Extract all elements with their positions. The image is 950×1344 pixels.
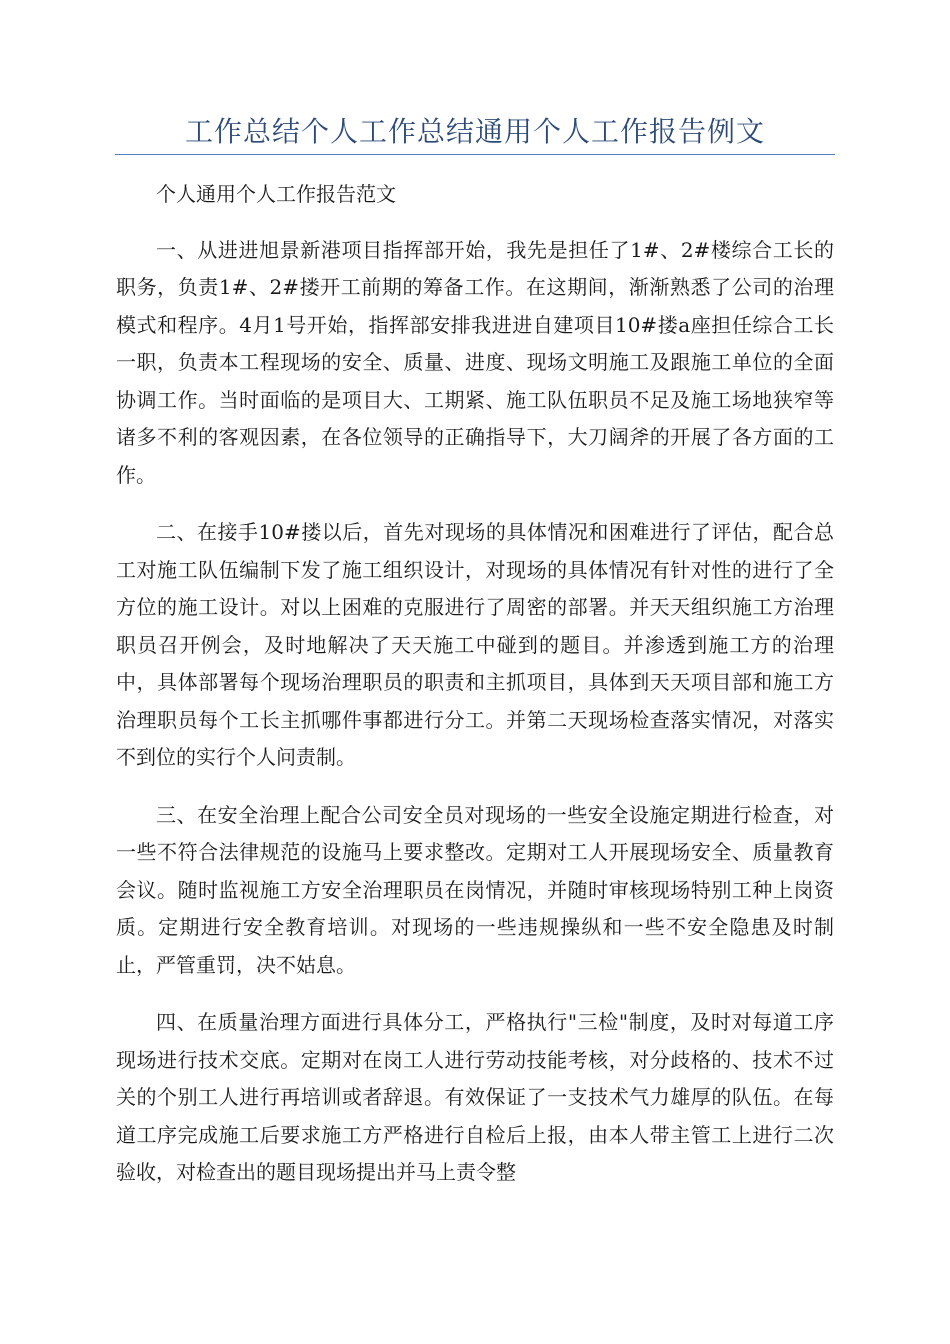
document-subtitle: 个人通用个人工作报告范文	[156, 182, 396, 206]
page-title: 工作总结个人工作总结通用个人工作报告例文	[184, 115, 765, 148]
document-body	[116, 176, 834, 1212]
paragraph-2: 二、在接手10#搂以后，首先对现场的具体情况和困难进行了评估，配合总工对施工队伍编制下发了施工组织设计，对现场的具体情况有针对性的进行了全方位的施工设计。对以上困难的克服进行了周密的部署。并天天组织施工方治理职员召开例会，及时地解决了天天施工中碰到的题目。并渗透到施工方的治理中，具体部署每个现场治理职员的职责和主抓项目，具体到天天项目部和施工方治理职员每个工长主抓哪件事都进行分工。并第二天现场检查落实情况，对落实不到位的实行个人问责制。	[116, 520, 834, 769]
paragraph-1: 一、从进进旭景新港项目指挥部开始，我先是担任了1#、2#楼综合工长的职务，负责1#、2#搂开工前期的筹备工作。在这期间，渐渐熟悉了公司的治理模式和程序。4月1号开始，指挥部安排我进进自建项目10#搂a座担任综合工长一职，负责本工程现场的安全、质量、进度、现场文明施工及跟施工单位的全面协调工作。当时面临的是项目大、工期紧、施工队伍职员不足及施工场地狭窄等诸多不利的客观因素，在各位领导的正确指导下，大刀阔斧的开展了各方面的工作。	[116, 237, 834, 487]
title-underline	[115, 154, 835, 155]
paragraph-4: 四、在质量治理方面进行具体分工，严格执行"三检"制度，及时对每道工序现场进行技术交底。定期对在岗工人进行劳动技能考核，对分歧格的、技术不过关的个别工人进行再培训或者辞退。有效保证了一支技术气力雄厚的队伍。在每道工序完成施工后要求施工方严格进行自检后上报，由本人带主管工上进行二次验收，对检查出的题目现场提出并马上责令整	[116, 1010, 834, 1184]
paragraph-3: 三、在安全治理上配合公司安全员对现场的一些安全设施定期进行检查，对一些不符合法律规范的设施马上要求整改。定期对工人开展现场安全、质量教育会议。随时监视施工方安全治理职员在岗情况，并随时审核现场特别工种上岗资质。定期进行安全教育培训。对现场的一些违规操纵和一些不安全隐患及时制止，严管重罚，决不姑息。	[116, 802, 834, 977]
